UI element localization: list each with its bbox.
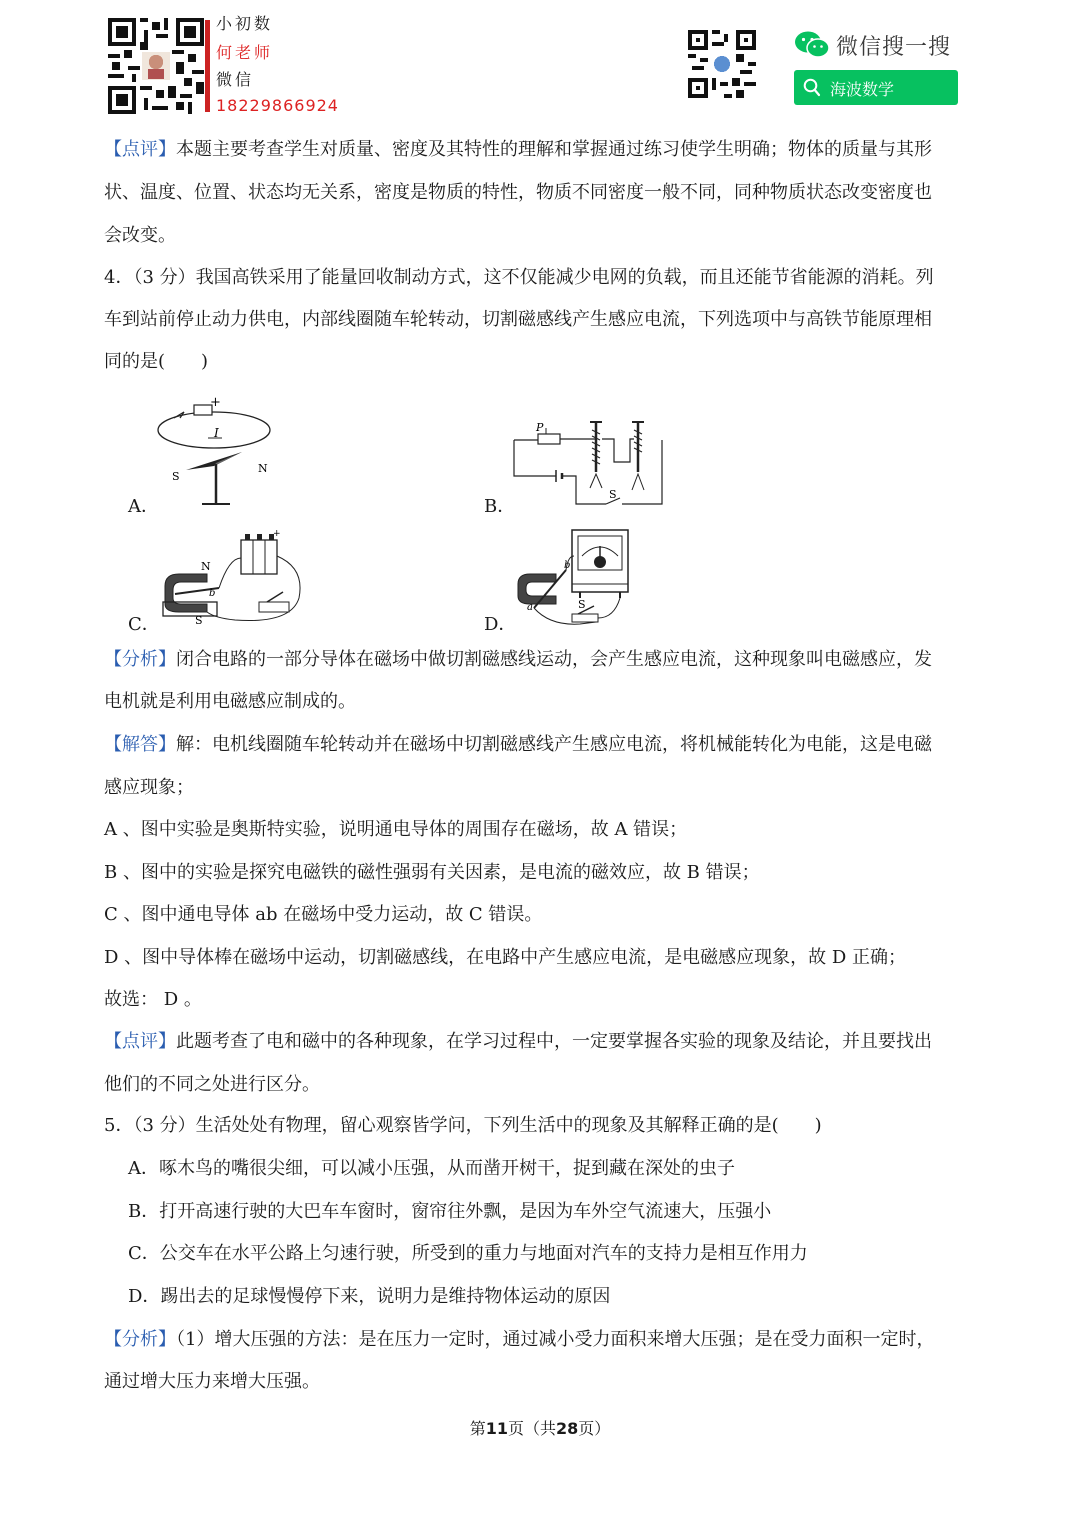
b-label: b bbox=[209, 588, 216, 599]
figure-a-oersted bbox=[150, 392, 280, 512]
search-button-label: 海波数学 bbox=[830, 80, 895, 99]
analysis-line bbox=[104, 1328, 934, 1352]
comment-line: 会改变。 bbox=[104, 225, 176, 246]
a-label: a bbox=[527, 602, 533, 613]
question-5-option-c: C．公交车在水平公路上匀速行驶，所受到的重力与地面对汽车的支持力是相互作用力 bbox=[128, 1243, 808, 1264]
comment-line bbox=[104, 138, 932, 162]
s-label: S bbox=[195, 614, 203, 627]
plus-label: + bbox=[210, 395, 221, 410]
analysis-tag: 【分析】 bbox=[104, 1329, 176, 1350]
question-4-line: 同的是( ) bbox=[104, 351, 209, 372]
text: 本题主要考查学生对质量、密度及其特性的理解和掌握通过练习使学生明确；物体的质量与其形 bbox=[176, 139, 932, 160]
handwriting-line: 18229866924 bbox=[216, 96, 339, 115]
current-label: I bbox=[214, 426, 219, 440]
footer-suffix: 页） bbox=[578, 1419, 611, 1438]
answer-choice: 故选： D 。 bbox=[104, 989, 202, 1010]
wechat-search-logo bbox=[794, 28, 951, 62]
haibo-math-search-button[interactable] bbox=[794, 70, 958, 105]
p-label: P bbox=[536, 421, 544, 434]
qr-code-left bbox=[108, 18, 204, 114]
wechat-search-label: 微信搜一搜 bbox=[836, 34, 952, 60]
figure-c-motor-principle bbox=[155, 528, 305, 628]
answer-line: B 、图中的实验是探究电磁铁的磁性强弱有关因素，是电流的磁效应，故 B 错误； bbox=[104, 862, 760, 883]
qr-code-right bbox=[688, 30, 756, 98]
footer-middle: 页（共 bbox=[507, 1419, 556, 1438]
analysis-line: 电机就是利用电磁感应制成的。 bbox=[104, 691, 356, 712]
answer-line bbox=[104, 733, 932, 757]
figure-d-induction bbox=[510, 526, 650, 630]
answer-line: 感应现象； bbox=[104, 777, 194, 798]
comment-tag: 【点评】 bbox=[104, 139, 176, 160]
page-total: 28 bbox=[556, 1419, 579, 1438]
analysis-line: 通过增大压力来增大压强。 bbox=[104, 1371, 320, 1392]
footer-prefix: 第 bbox=[469, 1419, 486, 1438]
comment-line: 状、温度、位置、状态均无关系，密度是物质的特性，物质不同密度一般不同，同种物质状态改变密度也 bbox=[104, 182, 932, 203]
handwriting-line: 微信 bbox=[216, 70, 255, 89]
switch-label: S bbox=[578, 598, 586, 611]
question-5-option-a: A．啄木鸟的嘴很尖细，可以减小压强，从而凿开树干，捉到藏在深处的虫子 bbox=[128, 1158, 735, 1179]
battery-plus-label: + bbox=[273, 529, 281, 539]
comment-tag: 【点评】 bbox=[104, 1031, 176, 1052]
s-label: S bbox=[172, 470, 180, 483]
wechat-icon bbox=[794, 30, 830, 60]
figure-b-electromagnet bbox=[510, 418, 670, 510]
n-label: N bbox=[201, 560, 211, 573]
question-4-line: 车到站前停止动力供电，内部线圈随车轮转动，切割磁感线产生感应电流，下列选项中与高铁节能原理相 bbox=[104, 309, 932, 330]
red-side-bar bbox=[205, 20, 210, 112]
option-a-label: A． bbox=[128, 496, 159, 517]
comment-line: 他们的不同之处进行区分。 bbox=[104, 1074, 320, 1095]
search-icon bbox=[803, 78, 821, 101]
question-5-option-d: D．踢出去的足球慢慢停下来，说明力是维持物体运动的原因 bbox=[128, 1286, 611, 1307]
b-label: b bbox=[564, 560, 571, 571]
comment-line bbox=[104, 1030, 932, 1054]
text: 解：电机线圈随车轮转动并在磁场中切割磁感线产生感应电流，将机械能转化为电能，这是电磁 bbox=[176, 734, 932, 755]
n-label: N bbox=[258, 462, 268, 475]
text: 闭合电路的一部分导体在磁场中做切割磁感线运动，会产生感应电流，这种现象叫电磁感应，发 bbox=[176, 649, 932, 670]
answer-line: D 、图中导体棒在磁场中运动，切割磁感线，在电路中产生感应电流，是电磁感应现象，故 D 正确； bbox=[104, 947, 907, 968]
text: （1）增大压强的方法：是在压力一定时，通过减小受力面积来增大压强；是在受力面积一定时， bbox=[176, 1329, 935, 1350]
answer-tag: 【解答】 bbox=[104, 734, 176, 755]
handwriting-line: 何老师 bbox=[216, 43, 274, 62]
option-d-label: D． bbox=[484, 614, 517, 635]
text: 此题考查了电和磁中的各种现象，在学习过程中，一定要掌握各实验的现象及结论，并且要找出 bbox=[176, 1031, 932, 1052]
answer-line: C 、图中通电导体 ab 在磁场中受力运动，故 C 错误。 bbox=[104, 904, 543, 925]
handwriting-line: 小初数 bbox=[216, 14, 274, 33]
analysis-line bbox=[104, 648, 932, 672]
question-5-option-b: B．打开高速行驶的大巴车车窗时，窗帘往外飘，是因为车外空气流速大，压强小 bbox=[128, 1201, 772, 1222]
contact-handwriting bbox=[216, 13, 339, 116]
switch-label: S bbox=[609, 488, 617, 501]
option-c-label: C． bbox=[128, 614, 160, 635]
page-number: 11 bbox=[485, 1419, 508, 1438]
question-4-line: 4．（3 分）我国高铁采用了能量回收制动方式，这不仅能减少电网的负载，而且还能节省能源的消耗。列 bbox=[104, 267, 934, 288]
analysis-tag: 【分析】 bbox=[104, 649, 176, 670]
question-5-line: 5．（3 分）生活处处有物理，留心观察皆学问，下列生活中的现象及其解释正确的是( ) bbox=[104, 1115, 822, 1136]
option-b-label: B． bbox=[484, 496, 516, 517]
answer-line: A 、图中实验是奥斯特实验，说明通电导体的周围存在磁场，故 A 错误； bbox=[104, 819, 688, 840]
page-footer bbox=[0, 1416, 1080, 1439]
